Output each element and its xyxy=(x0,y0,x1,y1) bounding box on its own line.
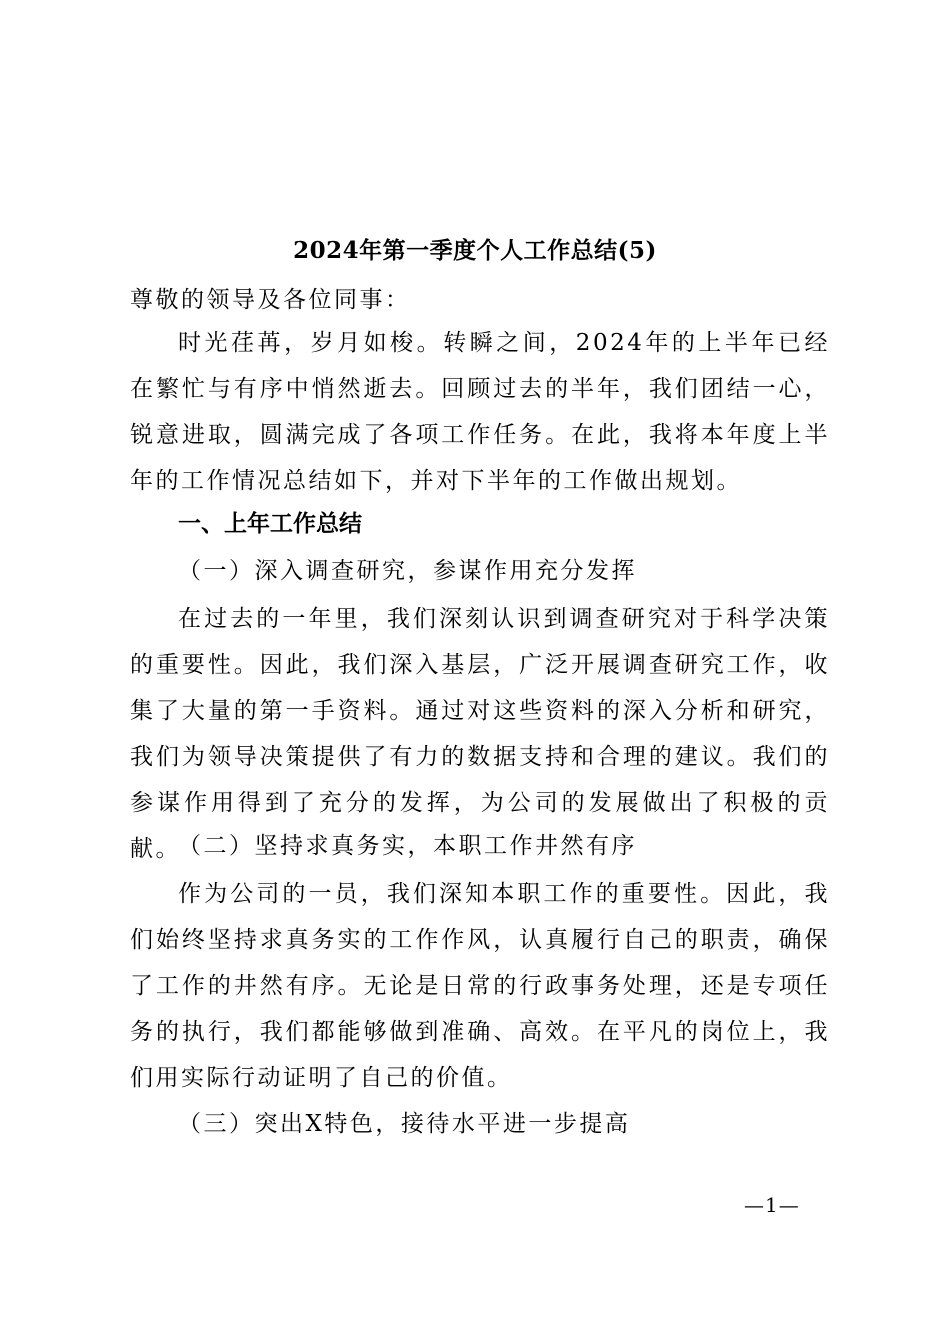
subheading-1: （一）深入调查研究，参谋作用充分发挥 xyxy=(178,558,637,584)
subheading-3: （三）突出X特色，接待水平进一步提高 xyxy=(178,1111,631,1137)
section-heading-1: 一、上年工作总结 xyxy=(178,511,362,537)
page-number: —1— xyxy=(744,1193,800,1217)
paragraph-research: 在过去的一年里，我们深刻认识到调查研究对于科学决策的重要性。因此，我们深入基层，广泛开展调查研究工作，收集了大量的第一手资料。通过对这些资料的深入分析和研究，我们为领导决策提供了有力的数据支持和合理的建议。我们的参谋作用得到了充分的发挥，为公司的发展做出了积极的贡献。 xyxy=(130,606,830,862)
salutation: 尊敬的领导及各位同事： xyxy=(130,287,411,313)
paragraph-duties: 作为公司的一员，我们深知本职工作的重要性。因此，我们始终坚持求真务实的工作作风，认真履行自己的职责，确保了工作的井然有序。无论是日常的行政事务处理，还是专项任务的执行，我们都能够做到准确、高效。在平凡的岗位上，我们用实际行动证明了自己的价值。 xyxy=(130,881,830,1091)
document-title: 2024年第一季度个人工作总结(5) xyxy=(293,237,657,264)
subheading-2: （二）坚持求真务实，本职工作井然有序 xyxy=(178,833,637,859)
paragraph-intro: 时光荏苒，岁月如梭。转瞬之间，2024年的上半年已经在繁忙与有序中悄然逝去。回顾过去的半年，我们团结一心，锐意进取，圆满完成了各项工作任务。在此，我将本年度上半年的工作情况总结如下，并对下半年的工作做出规划。 xyxy=(130,330,830,494)
